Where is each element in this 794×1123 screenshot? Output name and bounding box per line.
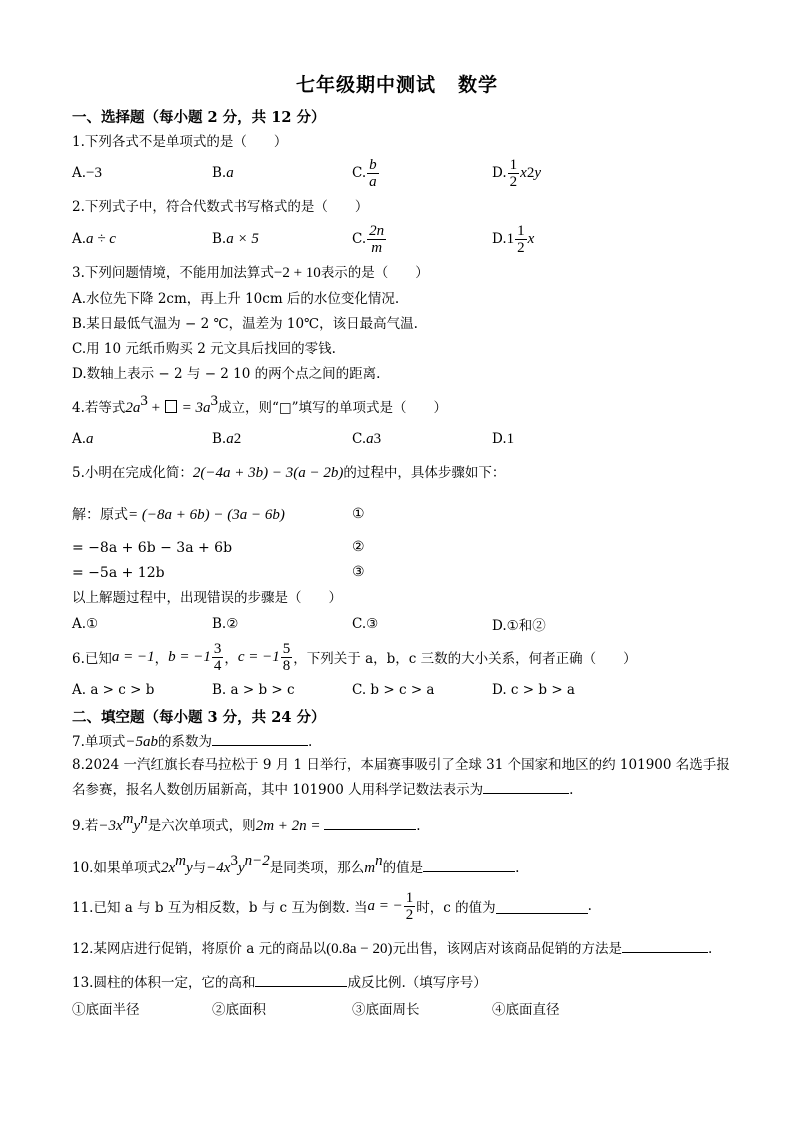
q6-option-c: C. b > c > a [352,682,435,698]
q1-option-a: A. −3 [72,164,103,181]
q3-stem: 3.下列问题情境，不能用加法算式−2 + 10表示的是（ ） [72,265,429,281]
q5-option-b: B.② [212,616,239,632]
answer-blank[interactable] [496,899,588,914]
q4-option-a: A. a [72,430,94,447]
answer-blank[interactable] [622,938,708,953]
q5-step1: 解：原式= (−8a + 6b) − (3a − 6b) [72,507,285,523]
q6-option-a: A. a > c > b [72,682,155,698]
fraction: $\frac{5}{8}$ [282,640,291,674]
q13-stem: 13.圆柱的体积一定，它的高和 成反比例.（填写序号） [72,972,487,993]
q13-option-2: ②底面积 [212,1002,266,1018]
q2-option-b: B. a × 5 [212,230,259,247]
section2-heading: 二、填空题（每小题 3 分，共 24 分） [72,709,326,726]
q7: 7.单项式−5ab的系数为 . [72,731,312,752]
q9: 9.若$-3x^my^n$是六次单项式，则2m + 2n = . [72,811,421,834]
q4-options [72,419,722,459]
answer-blank[interactable] [423,857,515,872]
q13-option-4: ④底面直径 [492,1002,560,1018]
q5-step2: = −8a + 6b − 3a + 6b [72,540,233,556]
q5-option-a: A.① [72,616,99,632]
q12: 12.某网店进行促销，将原价 a 元的商品以(0.8a − 20)元出售，该网店对该商品促销的方法是 . [72,938,712,959]
blank-box-icon [165,400,177,413]
q4-option-b: B. a 2 [212,430,242,447]
q5-ask: 以上解题过程中，出现错误的步骤是（ ） [72,590,342,606]
fraction: $\frac{1}{2}$ [509,156,518,190]
q6-option-b: B. a > b > c [212,682,295,698]
q5-step2-mark: ② [352,539,365,555]
page-title [0,70,794,97]
section1-heading: 一、选择题（每小题 2 分，共 12 分） [72,109,326,126]
q3-option-a: A.水位先下降 2cm，再上升 10cm 后的水位变化情况. [72,291,400,307]
q2-options [72,219,722,259]
title-subject: 数学 [458,74,499,96]
q5-option-c: C.③ [352,616,379,632]
answer-blank[interactable] [483,779,569,794]
q8-line1: 8.2024 一汽红旗长春马拉松于 9 月 1 日举行，本届赛事吸引了全球 31 个国家和地区的约 101900 名选手报 [72,757,730,773]
q6-options [72,670,722,710]
q11: 11.已知 a 与 b 互为相反数，b 与 c 互为倒数. 当 a = − $\frac{1}{2}$ 时，c 的值为 . [72,889,592,923]
q6-option-d: D. c > b > a [492,682,575,698]
q13-option-3: ③底面周长 [352,1002,420,1018]
fraction: $\frac{1}{2}$ [405,889,414,923]
q2-option-c: C. $\frac{2n}{m}$ [352,222,385,256]
q2-option-a: A. a ÷ c [72,230,116,247]
answer-blank[interactable] [212,731,308,746]
q10: 10.如果单项式$2x^my$与$-4x^3y^{n-2}$是同类项，那么$m^n$的值是 . [72,853,520,876]
q2-option-d: D. 1 $\frac{1}{2}$ x [492,222,535,256]
q13-options [72,988,722,1028]
answer-blank[interactable] [324,815,416,830]
q4-stem: 4.若等式$2a^3$ + = $3a^3$成立，则“□”填写的单项式是（ ） [72,393,448,416]
q3-option-c: C.用 10 元纸币购买 2 元文具后找回的零钱. [72,341,336,357]
q1-option-d: D. $\frac{1}{2}$ x 2 y [492,156,541,190]
q5-step1-mark: ① [352,506,365,522]
q4-option-c: C. a 3 [352,430,382,447]
q4-option-d: D. 1 [492,430,515,447]
q13-option-1: ①底面半径 [72,1002,140,1018]
q1-option-c: C. $\frac{b}{a}$ [352,156,377,190]
q1-options [72,153,722,193]
q2-stem: 2.下列式子中，符合代数式书写格式的是（ ） [72,199,369,215]
q6-stem: 6.已知 a = −1 ， b = −1 $\frac{3}{4}$ ， c = −1 $\frac{5}{8}$ ，下列关于 a，b，c 三数的大小关系，何者正确（ ） [72,640,637,674]
fraction: $\frac{1}{2}$ [517,222,525,256]
answer-blank[interactable] [255,972,347,987]
q5-step3: = −5a + 12b [72,565,165,581]
q3-option-d: D.数轴上表示 − 2 与 − 2 10 的两个点之间的距离. [72,366,381,382]
q5-stem: 5.小明在完成化简：2(−4a + 3b) − 3(a − 2b)的过程中，具体步骤如下： [72,465,506,481]
q1-option-b: B. a [212,164,234,181]
fraction: $\frac{b}{a}$ [369,156,377,190]
title-main: 七年级期中测试 [295,74,436,96]
q5-step3-mark: ③ [352,564,365,580]
q3-option-b: B.某日最低气温为 − 2 ℃，温差为 10℃，该日最高气温. [72,316,418,332]
q5-option-d: D.①和② [492,618,546,634]
fraction: $\frac{2n}{m}$ [369,222,385,256]
q1-stem: 1.下列各式不是单项式的是（ ） [72,134,288,150]
fraction: $\frac{3}{4}$ [213,640,222,674]
q8-line2: 名参赛，报名人数创历届新高，其中 101900 人用科学记数法表示为 . [72,779,573,800]
